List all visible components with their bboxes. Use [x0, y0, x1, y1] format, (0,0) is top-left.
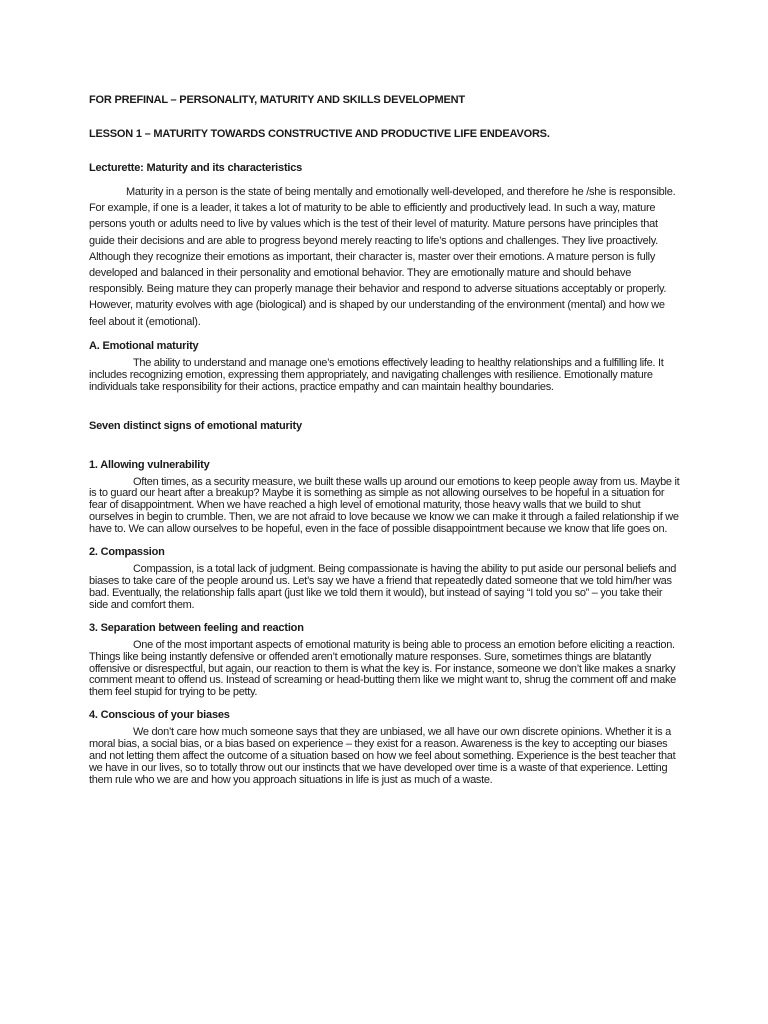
section-a-text: The ability to understand and manage one’s emotions effectively leading to healthy relationships and a fulfilling life. It includes recognizing emotion, expressing them appropriately, and navigating challenges with resilience. Emotionally mature individuals take responsibility for their actions, practice empathy and can maintain healthy boundaries.	[89, 356, 664, 393]
sign-text: Often times, as a security measure, we built these walls up around our emotions to keep people away from us. Maybe it is to guard our heart after a breakup? Maybe it is something as simple as not allowing ourselves to be hopeful in a situation for fear of disappointment. When we have reached a high level of emotional maturity, those heavy walls that we build to shut ourselves in begin to crumble. Then, we are not afraid to love because we know we can make it through a failed relationship if we have to. We can allow ourselves to be hopeful, even in the face of possible disappointment because we know that life goes on.	[89, 475, 680, 536]
lecturette-title: Lecturette: Maturity and its characteristics	[89, 162, 303, 174]
sign-text: One of the most important aspects of emotional maturity is being able to process an emotion before eliciting a reaction. Things like being instantly defensive or offended aren’t emotionally mature responses. Sure, sometimes things are blatantly offensive or disrespectful, but again, our reaction to them is what the key is. For instance, someone we don’t like makes a snarky comment meant to offend us. Instead of screaming or head-butting them like we might want to, shrug the comment off and make them feel stupid for trying to be petty.	[89, 638, 676, 699]
lesson-title: LESSON 1 – MATURITY TOWARDS CONSTRUCTIVE AND PRODUCTIVE LIFE ENDEAVORS.	[89, 128, 550, 140]
signs-title: Seven distinct signs of emotional maturity	[89, 419, 302, 432]
sign-text: Compassion, is a total lack of judgment. Being compassionate is having the ability to put aside our personal beliefs and biases to take care of the people around us. Let’s say we have a friend that repeatedly dated someone that we told him/her was bad. Eventually, the relationship falls apart (just like we told them it would), but instead of saying “I told you so” – you take their side and comfort them.	[89, 563, 677, 611]
sign-heading: 2. Compassion	[89, 546, 165, 559]
sign-heading: 4. Conscious of your biases	[89, 709, 230, 722]
sign-heading: 1. Allowing vulnerability	[89, 458, 210, 471]
sign-text: We don’t care how much someone says that they are unbiased, we all have our own discrete opinions. Whether it is a moral bias, a social bias, or a bias based on experience – they exist for a reason. Awareness is the key to accepting our biases and not letting them affect the outcome of a situation based on how we feel about something. Experience is the best teacher that we have in our lives, so to totally throw out our instincts that we have developed over time is a waste of that experience. Letting them rule who we are and how you approach situations in life is just as much of a waste.	[89, 726, 676, 786]
sign-heading: 3. Separation between feeling and reaction	[89, 621, 304, 634]
document-header: FOR PREFINAL – PERSONALITY, MATURITY AND SKILLS DEVELOPMENT	[89, 94, 465, 106]
section-a-heading: A. Emotional maturity	[89, 339, 199, 352]
intro-paragraph: Maturity in a person is the state of being mentally and emotionally well-developed, and therefore he /she is responsible. For example, if one is a leader, it takes a lot of maturity to be able to efficiently and productively lead. In such a way, mature persons youth or adults need to live by values which is the test of their level of maturity. Mature persons have principles that guide their decisions and are able to progress beyond merely reacting to life’s options and challenges. They live proactively. Although they recognize their emotions as important, their character is, master over their emotions. A mature person is fully developed and balanced in their personality and emotional behavior. They are emotionally mature and should behave responsibly. Being mature they can properly manage their behavior and respond to adverse situations acceptably or properly. However, maturity evolves with age (biological) and is shaped by our understanding of the environment (mental) and how we feel about it (emotional).	[89, 186, 676, 328]
